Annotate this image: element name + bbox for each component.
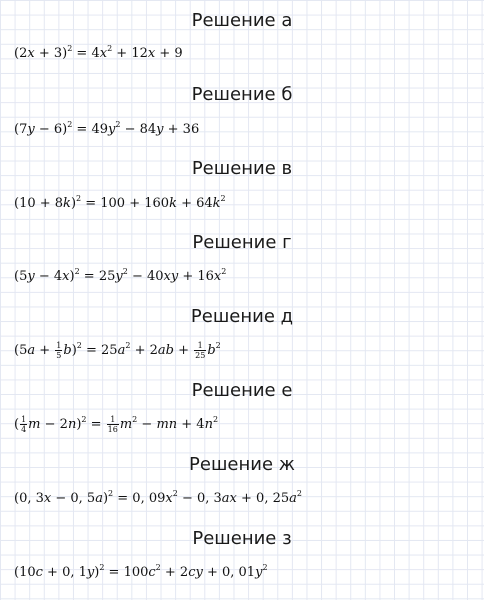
solution-heading: Решение ж bbox=[189, 454, 295, 475]
solution-heading: Решение д bbox=[190, 306, 294, 327]
solution-heading: Решение з bbox=[192, 528, 292, 549]
solution-heading: Решение в bbox=[191, 158, 293, 179]
solution-heading: Решение а bbox=[191, 10, 293, 31]
solution-heading: Решение г bbox=[192, 232, 292, 253]
formula: (5a + $\frac{1}{5}$ $b)^2 = 25a^2 + 2ab$ + $\frac{1}{25}$ $b^2$ bbox=[14, 341, 221, 360]
solution-heading: Решение б bbox=[191, 84, 293, 105]
fraction: $\frac{1}{16}$ bbox=[107, 415, 118, 434]
formula: $(2x + 3)^2 = 4x^2 + 12x + 9$ bbox=[14, 44, 183, 61]
formula: $(7y - 6)^2 = 49y^2 - 84y + 36$ bbox=[14, 120, 200, 137]
fraction: $\frac{1}{25}$ bbox=[195, 341, 206, 360]
formula: ( $\frac{1}{4}$ m − 2n)$^2$ = $\frac{1}{16}$ $m^2$ − mn + $4n^2$ bbox=[14, 415, 219, 434]
fraction: $\frac{1}{5}$ bbox=[56, 341, 62, 360]
formula: (0, 3x − 0, 5a)$^2$ = 0, $09x^2 - 0$, 3ax + 0, $25a^2$ bbox=[14, 489, 302, 506]
formula: (10c + 0, $1y)^2 = 100c^2 + 2cy + 0$, $01y^2$ bbox=[14, 563, 268, 580]
fraction: $\frac{1}{4}$ bbox=[21, 415, 27, 434]
formula: $(10 + 8k)^2 = 100 + 160k + 64k^2$ bbox=[14, 194, 226, 211]
formula: $(5y - 4x)^2 = 25y^2 - 40xy + 16x^2$ bbox=[14, 267, 227, 284]
solution-heading: Решение е bbox=[191, 380, 293, 401]
